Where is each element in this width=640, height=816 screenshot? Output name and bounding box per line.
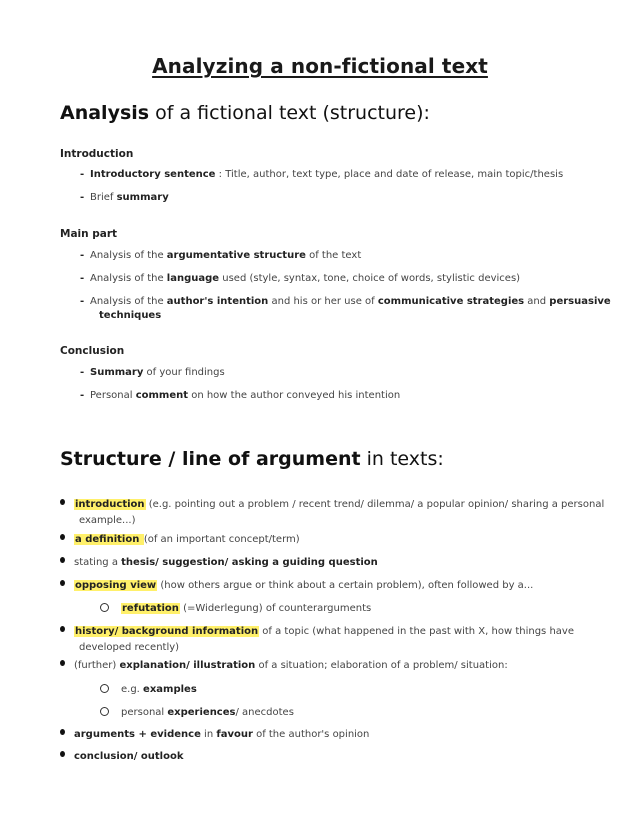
group-label: Main part [60, 228, 118, 240]
group-label: Conclusion [60, 345, 125, 357]
bold-text: techniques [99, 310, 162, 321]
bold-text: author's intention [166, 296, 269, 307]
bullet-icon [60, 557, 65, 563]
bold-text: argumentative structure [166, 250, 306, 261]
dash-marker: - [80, 169, 85, 180]
bold-text: explanation/ illustration [119, 660, 256, 671]
text-span: on how the author conveyed his intention [188, 390, 401, 401]
bullet-icon [60, 660, 65, 666]
item-text [74, 624, 574, 640]
list-item [80, 272, 520, 286]
bold-text: conclusion/ outlook [74, 751, 184, 762]
text-span: of a situation; elaboration of a problem/ situation: [255, 660, 508, 671]
bullet-icon [60, 580, 65, 586]
item-text [74, 749, 183, 765]
text-span: (=Widerlegung) of counterarguments [179, 603, 372, 614]
bullet-icon [60, 626, 65, 632]
item-text [74, 497, 604, 513]
dash-marker: - [80, 250, 85, 261]
highlighted-text: history/ background information [75, 626, 259, 637]
text-span: : Title, author, text type, place and date of release, main topic/thesis [215, 169, 564, 180]
text-span: / anecdotes [235, 707, 294, 718]
dash-marker: - [80, 367, 85, 378]
text-span: of a topic (what happened in the past with X, how things have [259, 626, 574, 637]
highlighted-text: introduction [75, 499, 145, 510]
text-span: Brief [90, 192, 117, 203]
list-item [80, 191, 169, 205]
bullet-icon [60, 534, 65, 540]
text-span: (further) [74, 660, 120, 671]
list-item [60, 555, 378, 571]
list-item [80, 249, 361, 263]
bold-text: Summary [90, 367, 144, 378]
list-item [80, 389, 400, 403]
bullet-icon [60, 729, 65, 735]
text-span: personal [121, 707, 168, 718]
bold-text: Introductory sentence [90, 169, 216, 180]
item-text [74, 658, 508, 674]
circle-bullet-icon [100, 707, 109, 716]
text-span: of your findings [143, 367, 225, 378]
text-span: developed recently) [79, 642, 180, 653]
bold-text: persuasive [549, 296, 611, 307]
list-item [60, 727, 369, 743]
dash-marker: - [80, 273, 85, 284]
highlighted-text: refutation [122, 603, 179, 614]
dash-marker: - [80, 296, 85, 307]
section-heading-bold: Analysis [60, 102, 150, 124]
circle-bullet-icon [100, 603, 109, 612]
bold-text: examples [143, 684, 197, 695]
dash-marker: - [80, 390, 85, 401]
list-item [60, 532, 300, 548]
sub-list-item [100, 706, 294, 720]
section-heading-bold: Structure / line of argument [60, 448, 361, 470]
bold-text: thesis/ suggestion/ asking a guiding question [121, 557, 378, 568]
text-span: example...) [79, 515, 136, 526]
bold-text: arguments + evidence [74, 729, 201, 740]
bold-text: favour [216, 729, 253, 740]
bold-text: summary [116, 192, 169, 203]
list-item [60, 578, 533, 594]
text-span: Analysis of the [90, 250, 167, 261]
text-span: Analysis of the [90, 273, 167, 284]
section-heading-analysis [60, 102, 430, 124]
highlighted-text: opposing view [75, 580, 157, 591]
text-span: (of an important concept/term) [143, 534, 300, 545]
highlighted-text: a definition [75, 534, 143, 545]
group-label: Introduction [60, 148, 134, 160]
continuation-line [80, 309, 611, 323]
text-span: (how others argue or think about a certain problem), often followed by a... [157, 580, 534, 591]
item-text [74, 727, 369, 743]
text-span: and his or her use of [268, 296, 378, 307]
sub-list-item [100, 683, 197, 697]
text-span: Analysis of the [90, 296, 167, 307]
bullet-icon [60, 499, 65, 505]
list-item [80, 366, 225, 380]
section-heading-rest: of a fictional text (structure): [149, 102, 430, 124]
bullet-icon [60, 751, 65, 757]
list-item [80, 168, 563, 182]
bold-text: language [166, 273, 220, 284]
list-item [60, 497, 604, 529]
text-span: in [200, 729, 217, 740]
text-span: and [524, 296, 550, 307]
bold-text: experiences [167, 707, 236, 718]
list-item [80, 295, 611, 323]
bold-text: communicative strategies [377, 296, 525, 307]
text-span: used (style, syntax, tone, choice of words, stylistic devices) [219, 273, 521, 284]
text-span: of the text [305, 250, 362, 261]
list-item [60, 624, 574, 656]
section-heading-structure [60, 448, 444, 470]
continuation-line [79, 513, 604, 529]
circle-bullet-icon [100, 684, 109, 693]
text-span: stating a [74, 557, 122, 568]
item-text [74, 555, 378, 571]
dash-marker: - [80, 192, 85, 203]
text-span: Personal [90, 390, 136, 401]
item-text [74, 578, 533, 594]
bold-text: comment [135, 390, 189, 401]
text-span: of the author's opinion [252, 729, 370, 740]
page-title: Analyzing a non-fictional text [152, 54, 488, 78]
text-span: e.g. [121, 684, 144, 695]
list-item [60, 658, 508, 674]
item-text [74, 532, 300, 548]
text-span: (e.g. pointing out a problem / recent trend/ dilemma/ a popular opinion/ sharing a personal [145, 499, 605, 510]
sub-list-item [100, 602, 371, 616]
continuation-line [79, 640, 574, 656]
list-item [60, 749, 183, 765]
section-heading-rest: in texts: [360, 448, 444, 470]
